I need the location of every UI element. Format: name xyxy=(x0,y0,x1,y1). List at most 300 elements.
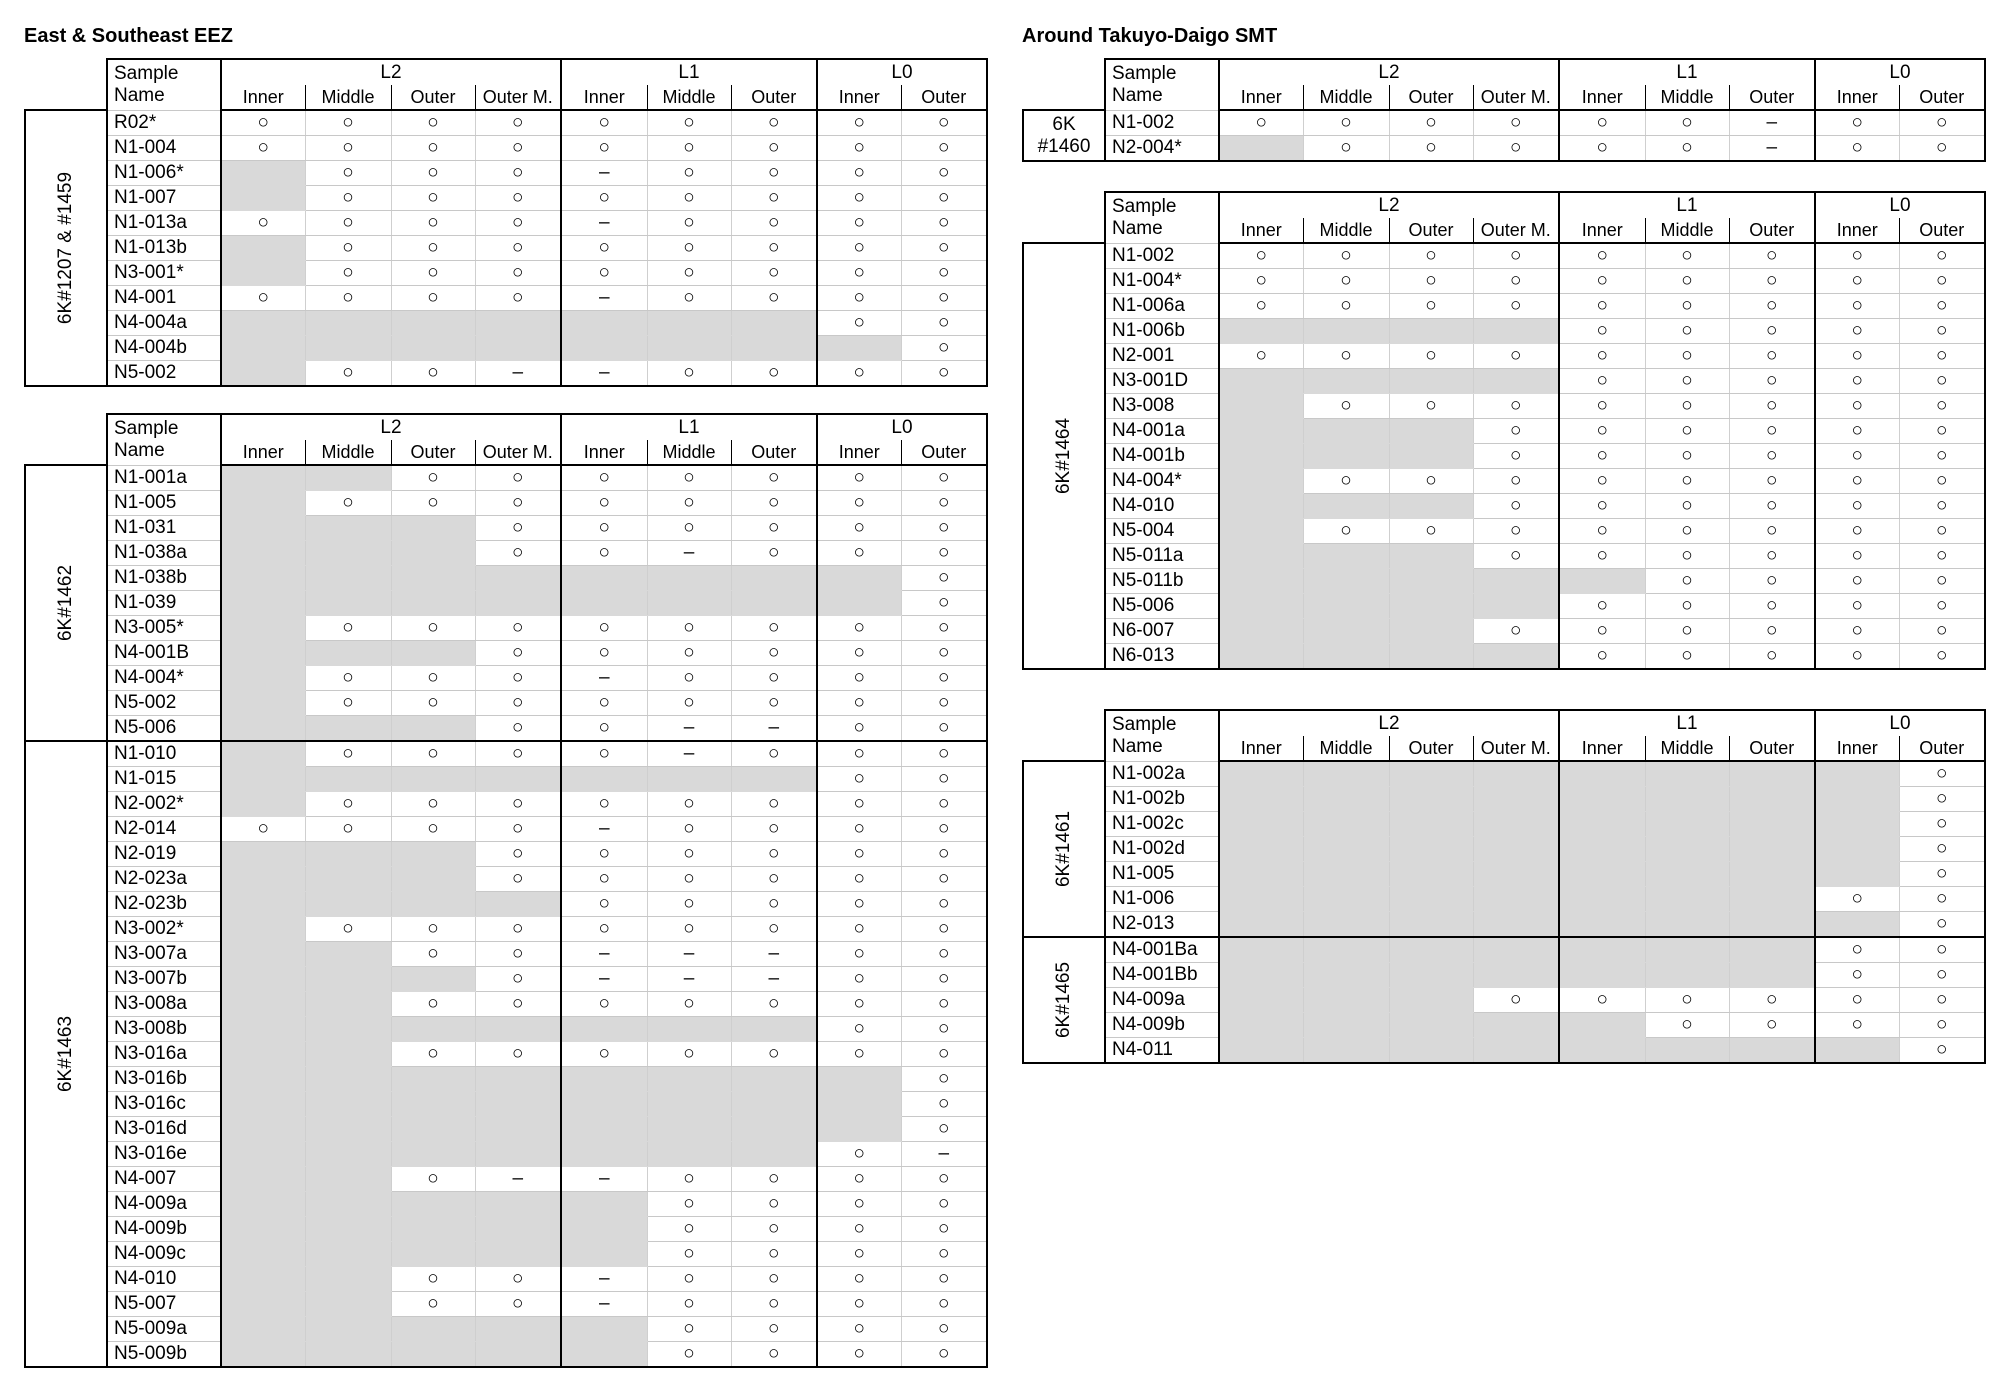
cell-present: ○ xyxy=(731,691,817,716)
cell-not-available xyxy=(647,1142,731,1167)
cell-not-available xyxy=(475,566,561,591)
cell-present: ○ xyxy=(901,186,987,211)
cell-present: ○ xyxy=(475,942,561,967)
cell-present: ○ xyxy=(731,1317,817,1342)
header-band-l2: L2 xyxy=(1219,192,1559,218)
cell-present: ○ xyxy=(731,1167,817,1192)
cell-present: ○ xyxy=(391,992,475,1017)
cell-present: ○ xyxy=(391,211,475,236)
cell-present: ○ xyxy=(1899,937,1985,963)
cell-present: ○ xyxy=(1899,319,1985,344)
sample-name: N3-016c xyxy=(107,1092,221,1117)
sample-name: N5-011b xyxy=(1105,569,1219,594)
table-row xyxy=(25,491,987,516)
cell-present: ○ xyxy=(391,1267,475,1292)
cell-not-available xyxy=(1389,862,1473,887)
sample-name: N5-009b xyxy=(107,1342,221,1368)
cell-not-available xyxy=(1389,544,1473,569)
cell-present: ○ xyxy=(475,867,561,892)
cell-present: ○ xyxy=(305,817,391,842)
cell-present: ○ xyxy=(731,1192,817,1217)
table-1464 xyxy=(1022,191,1986,670)
cell-not-available xyxy=(817,336,901,361)
cell-present: ○ xyxy=(1645,243,1729,269)
sample-name: N1-007 xyxy=(107,186,221,211)
cell-not-available xyxy=(561,1092,647,1117)
cell-present: ○ xyxy=(391,1167,475,1192)
table-row xyxy=(1023,837,1985,862)
cell-present: ○ xyxy=(1899,419,1985,444)
cell-present: ○ xyxy=(1729,644,1815,670)
cell-present: ○ xyxy=(817,516,901,541)
cell-not-available xyxy=(731,1092,817,1117)
cell-present: ○ xyxy=(817,491,901,516)
table-row xyxy=(1023,444,1985,469)
table-row xyxy=(25,286,987,311)
cell-not-available xyxy=(1303,812,1389,837)
cell-present: ○ xyxy=(1899,136,1985,162)
cell-present: ○ xyxy=(731,161,817,186)
cell-present: ○ xyxy=(817,641,901,666)
sample-name: N1-038b xyxy=(107,566,221,591)
header-l2-outerm: Outer M. xyxy=(1473,736,1559,761)
cell-absent: – xyxy=(561,666,647,691)
cell-present: ○ xyxy=(1815,544,1899,569)
cell-present: ○ xyxy=(1303,294,1389,319)
sample-name: N4-001 xyxy=(107,286,221,311)
cell-present: ○ xyxy=(647,261,731,286)
cell-present: ○ xyxy=(647,892,731,917)
cell-not-available xyxy=(731,311,817,336)
cell-present: ○ xyxy=(561,516,647,541)
cell-present: ○ xyxy=(1219,269,1303,294)
cell-present: ○ xyxy=(305,286,391,311)
cell-present: ○ xyxy=(475,691,561,716)
table-row xyxy=(25,741,987,767)
cell-not-available xyxy=(475,1342,561,1368)
cell-present: ○ xyxy=(817,311,901,336)
cell-present: ○ xyxy=(647,136,731,161)
cell-not-available xyxy=(305,1042,391,1067)
cell-present: ○ xyxy=(305,361,391,387)
cell-present: ○ xyxy=(731,136,817,161)
cell-present: ○ xyxy=(1559,988,1645,1013)
cell-not-available xyxy=(475,1017,561,1042)
cell-not-available xyxy=(1559,812,1645,837)
cell-not-available xyxy=(731,336,817,361)
cell-present: ○ xyxy=(391,186,475,211)
presence-table xyxy=(24,58,988,387)
cell-not-available xyxy=(1219,644,1303,670)
cell-absent: – xyxy=(561,1167,647,1192)
cell-present: ○ xyxy=(1645,344,1729,369)
cell-present: ○ xyxy=(901,716,987,742)
cell-present: ○ xyxy=(1303,243,1389,269)
table-1461-1465 xyxy=(1022,709,1986,1064)
cell-present: ○ xyxy=(1559,494,1645,519)
cell-not-available xyxy=(1303,319,1389,344)
sample-name: N3-001* xyxy=(107,261,221,286)
table-row xyxy=(25,616,987,641)
cell-not-available xyxy=(561,566,647,591)
table-row xyxy=(1023,110,1985,136)
cell-not-available xyxy=(1729,787,1815,812)
cell-present: ○ xyxy=(561,892,647,917)
cell-not-available xyxy=(221,1192,305,1217)
cell-present: ○ xyxy=(561,716,647,742)
header-l2-middle: Middle xyxy=(1303,218,1389,243)
sample-name: N1-005 xyxy=(107,491,221,516)
table-row xyxy=(25,1017,987,1042)
cell-present: ○ xyxy=(817,186,901,211)
cell-present: ○ xyxy=(1729,269,1815,294)
cell-present: ○ xyxy=(901,591,987,616)
cell-present: ○ xyxy=(475,236,561,261)
cell-present: ○ xyxy=(731,867,817,892)
sample-name: N4-001B xyxy=(107,641,221,666)
cell-not-available xyxy=(1303,494,1389,519)
table-row xyxy=(25,591,987,616)
cell-not-available xyxy=(1219,494,1303,519)
cell-not-available xyxy=(305,641,391,666)
cell-present: ○ xyxy=(901,1242,987,1267)
cell-present: ○ xyxy=(561,867,647,892)
cell-present: ○ xyxy=(731,236,817,261)
cell-absent: – xyxy=(561,286,647,311)
cell-present: ○ xyxy=(1473,294,1559,319)
cell-present: ○ xyxy=(901,311,987,336)
sample-name: N5-002 xyxy=(107,691,221,716)
cell-present: ○ xyxy=(561,1042,647,1067)
cell-present: ○ xyxy=(817,967,901,992)
cell-not-available xyxy=(1473,963,1559,988)
header-l0-inner: Inner xyxy=(1815,85,1899,110)
cell-present: ○ xyxy=(817,1017,901,1042)
cell-present: ○ xyxy=(1645,469,1729,494)
cell-present: ○ xyxy=(647,792,731,817)
cell-not-available xyxy=(1559,787,1645,812)
cell-present: ○ xyxy=(1473,619,1559,644)
cell-not-available xyxy=(1389,963,1473,988)
cell-not-available xyxy=(391,1067,475,1092)
sample-name: N3-001D xyxy=(1105,369,1219,394)
cell-present: ○ xyxy=(391,136,475,161)
sample-name: N1-002c xyxy=(1105,812,1219,837)
cell-not-available xyxy=(221,1067,305,1092)
cell-present: ○ xyxy=(1815,136,1899,162)
cell-present: ○ xyxy=(1645,319,1729,344)
cell-present: ○ xyxy=(305,161,391,186)
cell-present: ○ xyxy=(561,691,647,716)
table-row xyxy=(25,666,987,691)
cell-present: ○ xyxy=(731,261,817,286)
cell-not-available xyxy=(221,491,305,516)
sample-name: N4-009b xyxy=(107,1217,221,1242)
cell-not-available xyxy=(561,1242,647,1267)
cell-not-available xyxy=(1645,837,1729,862)
cell-present: ○ xyxy=(731,817,817,842)
cell-present: ○ xyxy=(1815,294,1899,319)
cell-absent: – xyxy=(647,541,731,566)
cell-present: ○ xyxy=(731,1042,817,1067)
cell-present: ○ xyxy=(1899,369,1985,394)
sample-name: N2-023b xyxy=(107,892,221,917)
cell-present: ○ xyxy=(1815,344,1899,369)
cell-present: ○ xyxy=(305,236,391,261)
cell-present: ○ xyxy=(1815,644,1899,670)
cell-present: ○ xyxy=(1899,1038,1985,1064)
cell-not-available xyxy=(1219,136,1303,162)
table-row xyxy=(1023,494,1985,519)
cell-not-available xyxy=(1303,369,1389,394)
cell-present: ○ xyxy=(901,691,987,716)
cell-not-available xyxy=(1473,761,1559,787)
cell-present: ○ xyxy=(475,110,561,136)
cell-not-available xyxy=(1219,787,1303,812)
sample-name: N2-004* xyxy=(1105,136,1219,162)
cell-present: ○ xyxy=(817,942,901,967)
cell-present: ○ xyxy=(901,741,987,767)
cell-present: ○ xyxy=(391,942,475,967)
cell-absent: – xyxy=(647,942,731,967)
cell-present: ○ xyxy=(647,842,731,867)
cell-present: ○ xyxy=(561,236,647,261)
cell-not-available xyxy=(1389,761,1473,787)
cell-not-available xyxy=(221,1217,305,1242)
cell-absent: – xyxy=(475,1167,561,1192)
cell-present: ○ xyxy=(817,541,901,566)
cell-not-available xyxy=(305,716,391,742)
cell-present: ○ xyxy=(1899,1013,1985,1038)
cell-present: ○ xyxy=(901,992,987,1017)
cell-not-available xyxy=(391,566,475,591)
cell-present: ○ xyxy=(1815,569,1899,594)
cell-not-available xyxy=(1389,1038,1473,1064)
cell-present: ○ xyxy=(1219,344,1303,369)
cell-present: ○ xyxy=(305,741,391,767)
table-row xyxy=(25,1117,987,1142)
cell-not-available xyxy=(221,516,305,541)
cell-not-available xyxy=(1303,912,1389,938)
cell-present: ○ xyxy=(1899,569,1985,594)
cell-not-available xyxy=(1729,837,1815,862)
cell-not-available xyxy=(221,842,305,867)
cell-not-available xyxy=(1645,1038,1729,1064)
header-l2-outer: Outer xyxy=(1389,736,1473,761)
cell-not-available xyxy=(647,1067,731,1092)
cell-present: ○ xyxy=(1899,644,1985,670)
cell-present: ○ xyxy=(817,917,901,942)
cell-present: ○ xyxy=(1815,963,1899,988)
cell-not-available xyxy=(391,336,475,361)
cell-not-available xyxy=(221,792,305,817)
cell-present: ○ xyxy=(901,616,987,641)
cell-not-available xyxy=(1219,594,1303,619)
header-band-l1: L1 xyxy=(1559,59,1815,85)
table-row xyxy=(1023,469,1985,494)
cell-present: ○ xyxy=(817,842,901,867)
cell-present: ○ xyxy=(731,491,817,516)
cell-present: ○ xyxy=(817,1267,901,1292)
cell-not-available xyxy=(391,767,475,792)
header-l2-middle: Middle xyxy=(1303,85,1389,110)
sample-name: N1-013a xyxy=(107,211,221,236)
cell-not-available xyxy=(1559,887,1645,912)
cell-not-available xyxy=(1389,419,1473,444)
cell-present: ○ xyxy=(647,917,731,942)
cell-present: ○ xyxy=(647,1342,731,1368)
cell-present: ○ xyxy=(391,1042,475,1067)
cell-present: ○ xyxy=(1729,494,1815,519)
header-l1-outer: Outer xyxy=(1729,85,1815,110)
dive-group-label: 6K#1462 xyxy=(25,465,107,741)
cell-not-available xyxy=(391,1017,475,1042)
cell-absent: – xyxy=(561,967,647,992)
cell-present: ○ xyxy=(391,286,475,311)
cell-not-available xyxy=(391,311,475,336)
cell-present: ○ xyxy=(1645,988,1729,1013)
cell-present: ○ xyxy=(731,1217,817,1242)
cell-not-available xyxy=(1559,569,1645,594)
cell-not-available xyxy=(1473,862,1559,887)
cell-present: ○ xyxy=(221,817,305,842)
cell-present: ○ xyxy=(1899,862,1985,887)
cell-not-available xyxy=(1219,369,1303,394)
table-row xyxy=(25,992,987,1017)
cell-present: ○ xyxy=(475,967,561,992)
table-row xyxy=(25,1267,987,1292)
header-band-l2: L2 xyxy=(221,414,561,440)
table-row xyxy=(1023,294,1985,319)
cell-not-available xyxy=(1389,812,1473,837)
cell-present: ○ xyxy=(817,741,901,767)
cell-not-available xyxy=(1473,912,1559,938)
sample-name: N2-014 xyxy=(107,817,221,842)
sample-name: N3-008b xyxy=(107,1017,221,1042)
cell-not-available xyxy=(1389,619,1473,644)
cell-present: ○ xyxy=(817,361,901,387)
cell-present: ○ xyxy=(1899,594,1985,619)
cell-present: ○ xyxy=(1559,444,1645,469)
cell-present: ○ xyxy=(1559,136,1645,162)
cell-present: ○ xyxy=(901,817,987,842)
sample-name: N4-004* xyxy=(1105,469,1219,494)
cell-present: ○ xyxy=(1899,761,1985,787)
cell-not-available xyxy=(561,591,647,616)
sample-name: N5-006 xyxy=(1105,594,1219,619)
cell-present: ○ xyxy=(1729,1013,1815,1038)
table-row xyxy=(25,1217,987,1242)
cell-not-available xyxy=(305,992,391,1017)
presence-table xyxy=(24,413,988,1368)
header-l0-outer: Outer xyxy=(1899,85,1985,110)
dive-group-label: 6K#1463 xyxy=(25,741,107,1367)
header-l1-inner: Inner xyxy=(561,440,647,465)
cell-not-available xyxy=(1219,394,1303,419)
cell-not-available xyxy=(1645,812,1729,837)
cell-present: ○ xyxy=(901,1317,987,1342)
cell-present: ○ xyxy=(475,211,561,236)
cell-present: ○ xyxy=(1815,494,1899,519)
cell-present: ○ xyxy=(731,992,817,1017)
cell-present: ○ xyxy=(1729,294,1815,319)
cell-present: ○ xyxy=(647,1317,731,1342)
sample-name: N4-009b xyxy=(1105,1013,1219,1038)
cell-not-available xyxy=(1559,1038,1645,1064)
cell-present: ○ xyxy=(1645,619,1729,644)
cell-not-available xyxy=(1219,812,1303,837)
cell-present: ○ xyxy=(1559,519,1645,544)
cell-not-available xyxy=(391,1192,475,1217)
table-row xyxy=(25,361,987,387)
cell-not-available xyxy=(221,1317,305,1342)
table-row xyxy=(25,867,987,892)
cell-not-available xyxy=(647,311,731,336)
cell-present: ○ xyxy=(731,110,817,136)
cell-present: ○ xyxy=(817,136,901,161)
cell-present: ○ xyxy=(1899,619,1985,644)
cell-not-available xyxy=(1729,761,1815,787)
header-l0-inner: Inner xyxy=(817,440,901,465)
cell-present: ○ xyxy=(1815,594,1899,619)
cell-not-available xyxy=(647,767,731,792)
header-l2-inner: Inner xyxy=(1219,218,1303,243)
cell-not-available xyxy=(305,1092,391,1117)
cell-not-available xyxy=(731,1067,817,1092)
cell-absent: – xyxy=(731,716,817,742)
cell-present: ○ xyxy=(901,236,987,261)
cell-present: ○ xyxy=(475,261,561,286)
cell-present: ○ xyxy=(1729,419,1815,444)
cell-present: ○ xyxy=(1559,110,1645,136)
cell-not-available xyxy=(221,591,305,616)
cell-not-available xyxy=(731,1142,817,1167)
sample-name: N4-001Bb xyxy=(1105,963,1219,988)
cell-present: ○ xyxy=(817,767,901,792)
table-1207-1459 xyxy=(24,58,988,387)
cell-absent: – xyxy=(475,361,561,387)
cell-present: ○ xyxy=(817,1142,901,1167)
cell-present: ○ xyxy=(1473,988,1559,1013)
cell-not-available xyxy=(1645,761,1729,787)
cell-present: ○ xyxy=(475,286,561,311)
cell-present: ○ xyxy=(561,110,647,136)
cell-not-available xyxy=(1219,761,1303,787)
cell-not-available xyxy=(1219,519,1303,544)
cell-present: ○ xyxy=(1815,394,1899,419)
cell-present: ○ xyxy=(1473,243,1559,269)
table-row xyxy=(25,691,987,716)
cell-not-available xyxy=(475,311,561,336)
sample-name: N4-007 xyxy=(107,1167,221,1192)
cell-not-available xyxy=(391,1142,475,1167)
cell-present: ○ xyxy=(901,967,987,992)
cell-not-available xyxy=(1559,862,1645,887)
sample-name: N1-006* xyxy=(107,161,221,186)
cell-present: ○ xyxy=(1729,369,1815,394)
cell-present: ○ xyxy=(731,465,817,491)
cell-not-available xyxy=(1303,594,1389,619)
cell-absent: – xyxy=(1729,110,1815,136)
header-l0-inner: Inner xyxy=(1815,736,1899,761)
cell-present: ○ xyxy=(731,917,817,942)
cell-present: ○ xyxy=(817,286,901,311)
cell-not-available xyxy=(1389,494,1473,519)
table-row xyxy=(25,1042,987,1067)
cell-present: ○ xyxy=(561,741,647,767)
cell-present: ○ xyxy=(1303,269,1389,294)
cell-present: ○ xyxy=(647,161,731,186)
